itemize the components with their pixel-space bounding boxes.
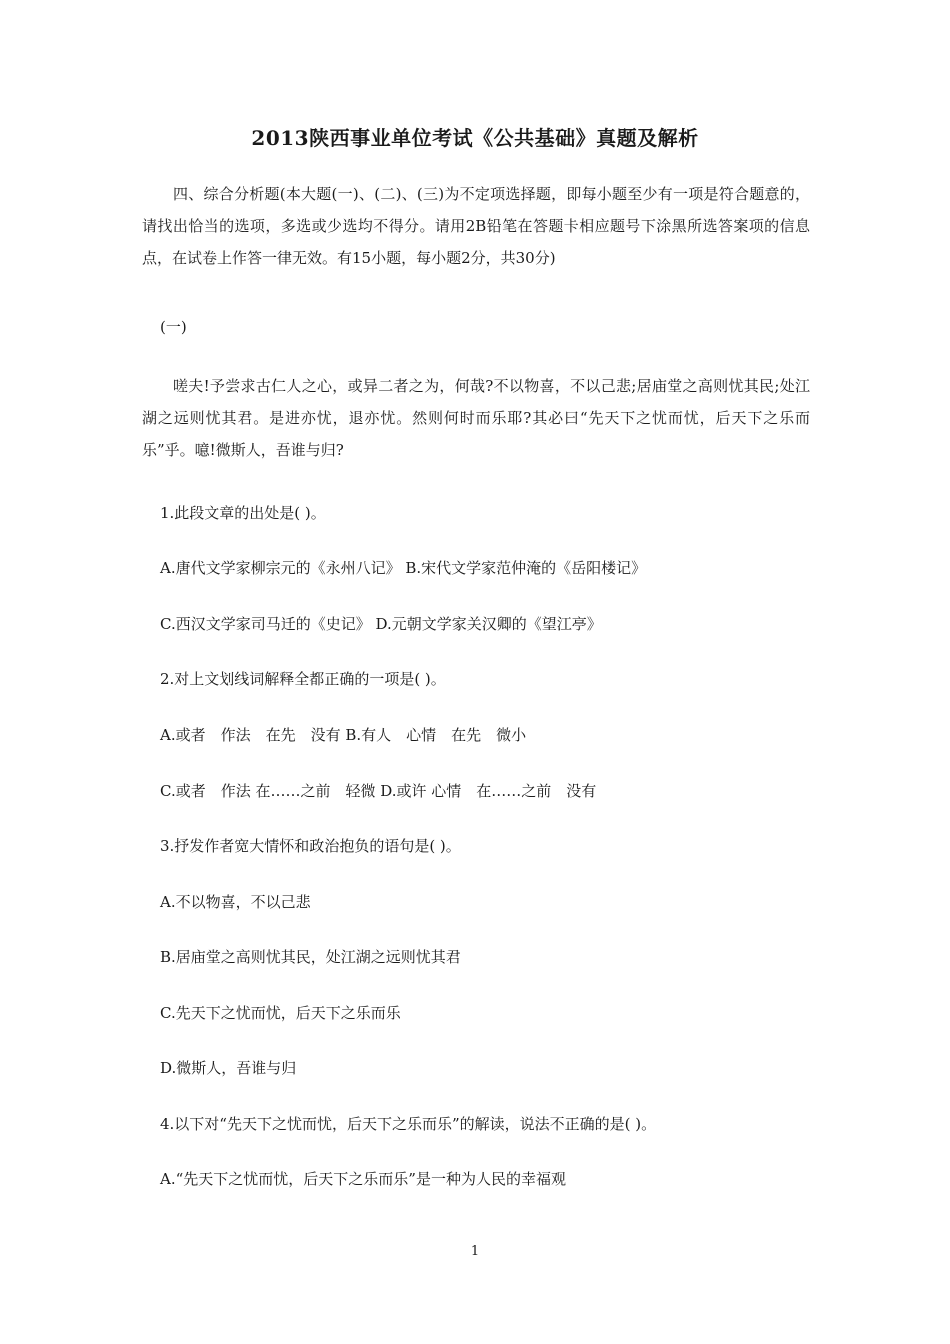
question-1-options-ab: A.唐代文学家柳宗元的《永州八记》 B.宋代文学家范仲淹的《岳阳楼记》 <box>160 559 647 577</box>
question-1: 1.此段文章的出处是( )。 <box>160 504 326 522</box>
question-2-options-cd: C.或者 作法 在……之前 轻微 D.或许 心情 在……之前 没有 <box>160 782 597 800</box>
section-label: (一) <box>160 318 187 336</box>
question-3-option-c: C.先天下之忧而忧，后天下之乐而乐 <box>160 1004 401 1022</box>
document-title: 2013陕西事业单位考试《公共基础》真题及解析 <box>251 126 699 150</box>
classical-passage: 嗟夫!予尝求古仁人之心，或异二者之为，何哉?不以物喜，不以己悲;居庙堂之高则忧其民;处江湖之远则忧其君。是进亦忧，退亦忧。然则何时而乐耶?其必曰“先天下之忧而忧，后天下之乐而乐”乎。噫!微斯人，吾谁与归? <box>142 377 810 459</box>
question-4-option-a: A.“先天下之忧而忧，后天下之乐而乐”是一种为人民的幸福观 <box>160 1170 566 1188</box>
question-1-options-cd: C.西汉文学家司马迁的《史记》 D.元朝文学家关汉卿的《望江亭》 <box>160 615 602 633</box>
question-3: 3.抒发作者宽大情怀和政治抱负的语句是( )。 <box>160 837 461 855</box>
question-2-options-ab: A.或者 作法 在先 没有 B.有人 心情 在先 微小 <box>160 726 527 744</box>
question-2: 2.对上文划线词解释全都正确的一项是( )。 <box>160 670 446 688</box>
question-3-option-d: D.微斯人，吾谁与归 <box>160 1059 297 1077</box>
question-3-option-a: A.不以物喜，不以己悲 <box>160 893 311 911</box>
question-3-option-b: B.居庙堂之高则忧其民，处江湖之远则忧其君 <box>160 948 461 966</box>
section-instructions: 四、综合分析题(本大题(一)、(二)、(三)为不定项选择题，即每小题至少有一项是符合题意的，请找出恰当的选项，多选或少选均不得分。请用2B铅笔在答题卡相应题号下涂黑所选答案项的信息点，在试卷上作答一律无效。有15小题，每小题2分，共30分) <box>142 185 810 267</box>
page-number: 1 <box>470 1244 480 1259</box>
question-4: 4.以下对“先天下之忧而忧，后天下之乐而乐”的解读，说法不正确的是( )。 <box>160 1115 657 1133</box>
